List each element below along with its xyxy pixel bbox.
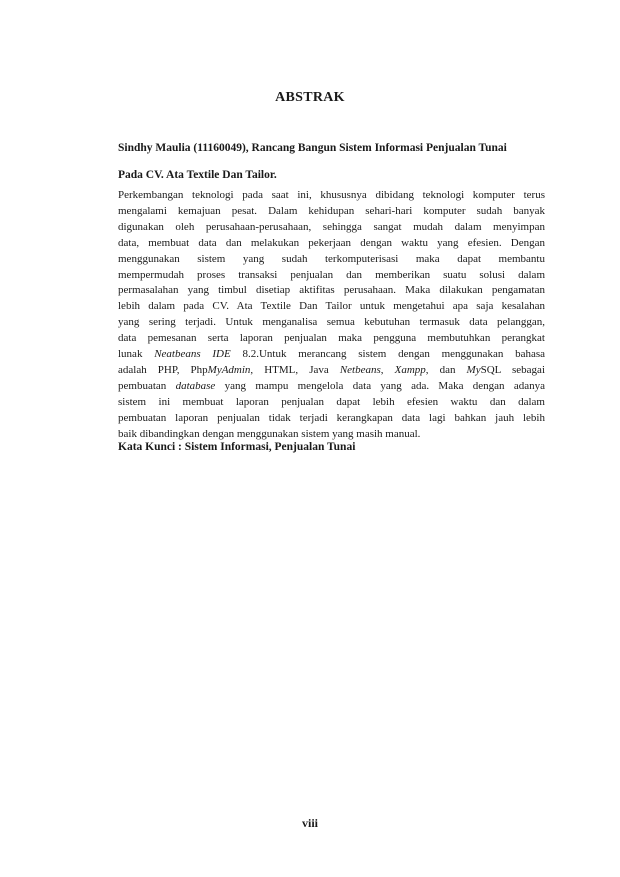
author-citation (118, 135, 545, 189)
abstract-line: menggunakan sistem yang sudah terkomputerisasi maka dapat membantu (118, 252, 545, 265)
text-run: yang mampu mengelola data yang ada. Maka dengan adanya (215, 379, 545, 392)
abstract-line (118, 347, 545, 363)
abstract-line: permasalahan yang timbul disetiap aktifitas perusahaan. Maka dilakukan pengamatan (118, 284, 545, 297)
keywords: Kata Kunci : Sistem Informasi, Penjualan Tunai (118, 441, 356, 453)
abstract-line: data pemesanan serta laporan penjualan maka pengguna membutuhkan perangkat (118, 332, 545, 345)
italic-term: MyAdmin (207, 363, 251, 376)
abstract-line: yang sering terjadi. Untuk menganalisa semua kebutuhan termasuk data pelanggan, (118, 316, 545, 329)
abstract-line: lebih dalam pada CV. Ata Textile Dan Tailor untuk mengetahui apa saja kesalahan (118, 300, 545, 313)
abstract-line: Perkembangan teknologi pada saat ini, khususnya dibidang teknologi komputer terus (118, 189, 545, 201)
page-number: viii (301, 816, 318, 830)
text-run: SQL sebagai (480, 363, 545, 376)
text-run: 8.2.Untuk merancang sistem dengan menggunakan bahasa (230, 348, 546, 361)
abstract-line: mengalami kemajuan pesat. Dalam kehidupan sehari-hari komputer sudah banyak (118, 204, 545, 217)
abstract-line: mempermudah proses transaksi penjualan dan memberikan suatu solusi dalam (118, 268, 545, 281)
abstract-line: data, membuat data dan melakukan pekerjaan dengan waktu yang efesien. Dengan (118, 236, 545, 249)
abstract-paragraph (118, 188, 545, 443)
italic-term: database (175, 379, 216, 392)
italic-term: My (466, 363, 481, 376)
abstract-line: digunakan oleh perusahaan-perusahaan, sehingga sangat mudah dalam menyimpan (118, 220, 545, 233)
abstract-line (118, 379, 545, 395)
abstract-line: pembuatan laporan penjualan tidak terjadi kerangkapan data lagi bahkan jauh lebih (118, 411, 545, 424)
text-run: adalah PHP, Php (118, 363, 208, 376)
author-citation-line-2: Pada CV. Ata Textile Dan Tailor. (118, 169, 277, 181)
text-run: , (380, 363, 395, 376)
text-run: pembuatan (118, 379, 176, 392)
page-title: ABSTRAK (275, 90, 345, 105)
text-run: , dan (425, 363, 467, 376)
abstract-line (118, 363, 545, 379)
italic-term: Xampp (394, 363, 426, 376)
author-citation-line-1: Sindhy Maulia (11160049), Rancang Bangun Sistem Informasi Penjualan Tunai (118, 142, 507, 154)
abstract-line: sistem ini membuat laporan penjualan dapat lebih efesien waktu dan dalam (118, 395, 545, 408)
italic-term: Netbeans (339, 363, 381, 376)
text-run: , HTML, Java (250, 363, 340, 376)
text-run: lunak (118, 348, 155, 361)
abstract-line: baik dibandingkan dengan menggunakan sistem yang masih manual. (118, 427, 421, 440)
italic-term: Neatbeans IDE (154, 348, 231, 361)
